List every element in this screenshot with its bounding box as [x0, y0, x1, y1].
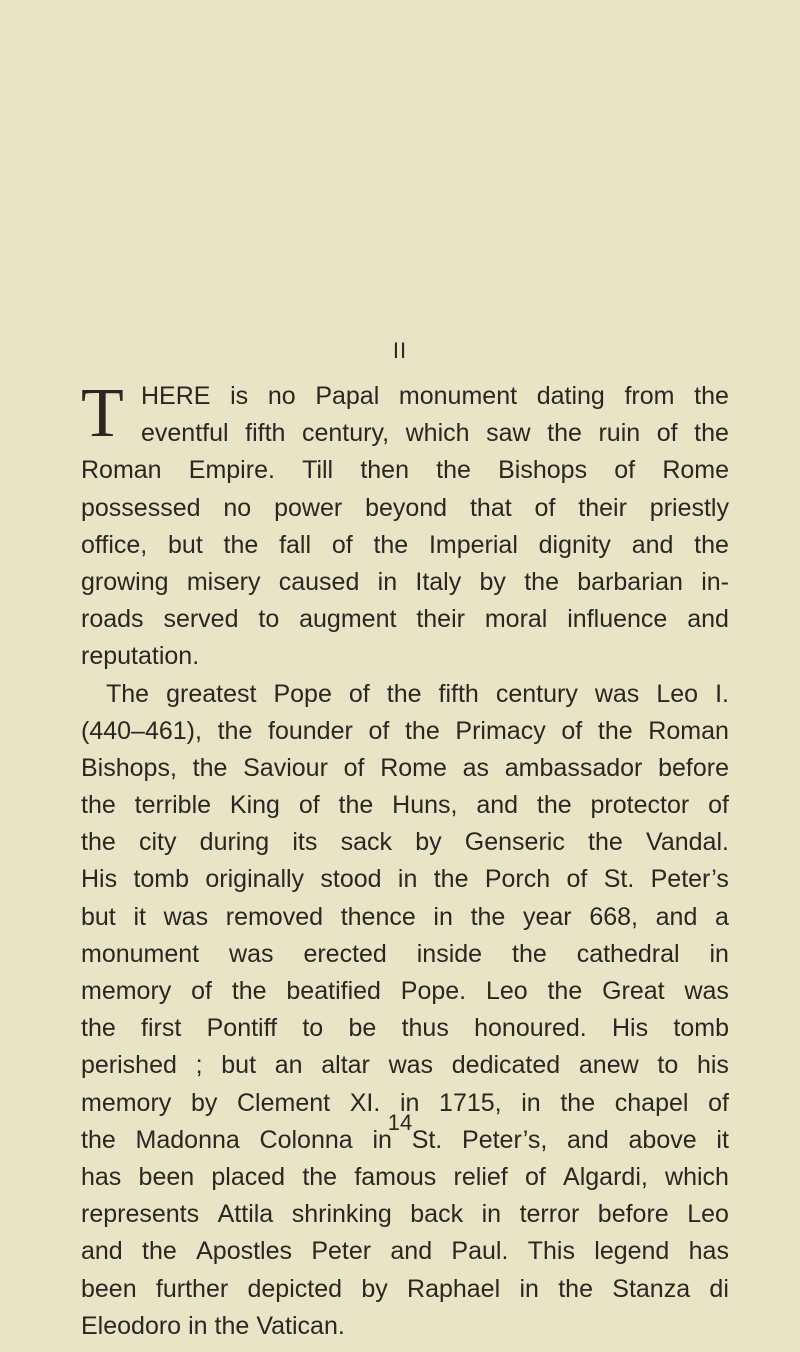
text-line	[81, 824, 729, 861]
word: 668,	[589, 902, 638, 931]
word: Pope.	[400, 977, 467, 1005]
word: Porch	[484, 865, 551, 894]
word: Genseric	[464, 828, 565, 857]
word: the	[597, 716, 633, 745]
word: by	[190, 1088, 218, 1117]
word: of	[534, 493, 556, 522]
word: reputation.	[81, 642, 200, 671]
word: to	[258, 605, 280, 634]
word: in	[433, 902, 453, 931]
word: but	[221, 1051, 257, 1080]
word: Attila	[217, 1200, 274, 1229]
word: and	[567, 1125, 609, 1154]
text-line	[81, 973, 729, 1010]
word: XI.	[349, 1088, 381, 1117]
word: century	[495, 679, 578, 708]
word: The	[106, 679, 150, 708]
word: beyond	[365, 493, 448, 522]
word: in	[521, 1088, 541, 1117]
word: the	[214, 1311, 250, 1340]
word: year	[523, 902, 572, 931]
text-line	[81, 1233, 729, 1270]
word: beatified	[286, 977, 381, 1005]
word: and	[476, 791, 519, 820]
word: Huns,	[392, 791, 458, 820]
word: which	[665, 1162, 729, 1191]
word: in	[519, 1274, 539, 1303]
word: their	[416, 605, 465, 634]
word: terrible	[134, 791, 212, 820]
word: before	[658, 753, 729, 782]
word: represents	[81, 1200, 200, 1229]
word: the	[217, 716, 253, 745]
drop-cap: T	[81, 375, 124, 452]
word: (440–461),	[81, 716, 202, 745]
word: fall	[279, 530, 312, 559]
word: the	[524, 567, 559, 596]
word: Eleodoro	[81, 1311, 182, 1340]
word: originally	[205, 865, 305, 894]
word: Leo	[656, 679, 699, 708]
word: Stanza	[612, 1274, 691, 1303]
word: Rome	[662, 456, 729, 485]
text-line	[81, 638, 729, 675]
word: century,	[301, 419, 390, 448]
word: which	[405, 419, 470, 448]
word: shrinking	[291, 1200, 392, 1229]
word: the	[694, 419, 729, 448]
word: sack	[340, 828, 392, 857]
word: erected	[303, 939, 387, 968]
word: was	[163, 902, 209, 931]
text-line	[81, 676, 729, 713]
word: terror	[519, 1200, 580, 1229]
word: no	[267, 382, 296, 410]
word: the	[142, 1237, 177, 1266]
page-number: 14	[387, 1110, 413, 1135]
text-line	[81, 490, 729, 527]
word: memory	[81, 1088, 172, 1117]
word: Madonna	[135, 1125, 240, 1154]
word: the	[231, 977, 267, 1005]
text-line	[81, 1271, 729, 1308]
word: power	[274, 493, 343, 522]
word: then	[360, 456, 409, 485]
word: of	[368, 716, 390, 745]
word: in	[399, 1088, 420, 1117]
word: ;	[195, 1051, 203, 1080]
word: the	[81, 791, 116, 820]
word: Peter’s	[650, 865, 729, 894]
word: and	[81, 1237, 123, 1266]
word: growing	[81, 567, 169, 596]
word: no	[223, 493, 252, 522]
text-line	[81, 1047, 729, 1084]
word: has	[81, 1162, 122, 1191]
word: Imperial	[428, 530, 518, 559]
word: of	[331, 530, 353, 559]
word: founder	[268, 716, 353, 745]
text-line	[81, 1159, 729, 1196]
word: the	[81, 1125, 116, 1154]
word: the	[404, 716, 440, 745]
word: office,	[81, 530, 148, 559]
word: influence	[567, 605, 668, 634]
word: before	[597, 1200, 669, 1229]
word: Primacy	[455, 716, 546, 745]
word: the	[470, 902, 506, 931]
word: Saviour	[243, 753, 328, 782]
word: and	[687, 605, 729, 634]
word: ruin	[598, 419, 641, 448]
text-line	[81, 564, 729, 601]
word: augment	[299, 605, 397, 634]
word: roads	[81, 605, 144, 634]
word: and	[631, 530, 674, 559]
word: Paul.	[451, 1237, 509, 1266]
word: but	[168, 530, 203, 559]
word: cathedral	[576, 939, 680, 968]
word: served	[163, 605, 239, 634]
word: by	[415, 828, 442, 857]
word: Peter	[311, 1237, 372, 1266]
word: further	[155, 1274, 229, 1303]
word: di	[709, 1274, 729, 1303]
word: in	[188, 1311, 208, 1340]
word: the	[588, 828, 623, 857]
word: in	[377, 567, 398, 596]
word: in	[481, 1200, 502, 1229]
word: This	[527, 1237, 575, 1266]
word: of	[708, 1088, 729, 1117]
word: misery	[186, 567, 261, 596]
word: first	[141, 1014, 182, 1043]
text-line-2	[81, 415, 729, 452]
word: Bishops	[498, 456, 588, 485]
word: of	[524, 1162, 546, 1191]
word: and	[655, 902, 698, 931]
word: monument	[81, 939, 200, 968]
word: caused	[278, 567, 360, 596]
word: fifth	[245, 419, 286, 448]
word: Apostles	[196, 1237, 292, 1266]
word: in	[372, 1125, 392, 1154]
word: Leo	[687, 1200, 729, 1229]
text-line	[81, 1196, 729, 1233]
word: was	[684, 977, 729, 1005]
word: St.	[603, 865, 635, 894]
word: fifth	[438, 679, 479, 708]
word: it	[133, 902, 146, 931]
word: Vandal.	[646, 828, 729, 857]
word: the	[558, 1274, 593, 1303]
word: of	[566, 865, 588, 894]
text-line	[81, 750, 729, 787]
word: its	[292, 828, 318, 857]
word: monument	[398, 382, 518, 410]
word: thence	[340, 902, 416, 931]
word: the	[560, 1088, 596, 1117]
word: saw	[486, 419, 531, 448]
word: barbarian	[577, 567, 683, 596]
word: that	[469, 493, 512, 522]
word: removed	[225, 902, 324, 931]
word: the	[386, 679, 422, 708]
word: was	[594, 679, 640, 708]
word: Leo	[485, 977, 528, 1005]
word: St.	[411, 1125, 443, 1154]
word: in	[709, 939, 729, 968]
word: Roman	[648, 716, 729, 745]
word: the	[547, 977, 583, 1005]
word: thus	[401, 1014, 449, 1043]
word: dignity	[538, 530, 611, 559]
text-line	[81, 1308, 729, 1345]
word: been	[81, 1274, 137, 1303]
word: by	[361, 1274, 388, 1303]
text-line	[81, 1010, 729, 1047]
word: their	[578, 493, 627, 522]
word: dating	[536, 382, 605, 410]
word: be	[348, 1014, 377, 1043]
word: the	[223, 530, 259, 559]
word: of	[708, 791, 729, 820]
word: his	[696, 1051, 729, 1080]
word: famous	[354, 1162, 437, 1191]
word: it	[716, 1125, 729, 1154]
word: was	[388, 1051, 434, 1080]
word: honoured.	[474, 1014, 587, 1043]
word: Till	[302, 456, 334, 485]
word: of	[656, 419, 678, 448]
word: Bishops,	[81, 753, 177, 782]
text-line	[81, 936, 729, 973]
word: has	[688, 1237, 729, 1266]
word: Pope	[273, 679, 332, 708]
word: priestly	[649, 493, 729, 522]
word: I.	[715, 679, 729, 708]
word: in-	[701, 567, 729, 596]
word: ambassador	[504, 753, 643, 782]
word: been	[138, 1162, 195, 1191]
word: dedicated	[451, 1051, 561, 1080]
word: tomb	[673, 1014, 729, 1043]
word: greatest	[166, 679, 257, 708]
word: Vatican.	[256, 1311, 345, 1340]
word: eventful	[141, 419, 229, 448]
word: altar	[321, 1051, 370, 1080]
word: the	[436, 456, 471, 485]
word: Great	[602, 977, 665, 1005]
text-line	[81, 713, 729, 750]
word: of	[614, 456, 636, 485]
word: Peter’s,	[462, 1125, 548, 1154]
word: the	[536, 791, 572, 820]
word: Roman	[81, 456, 162, 485]
word: Rome	[380, 753, 447, 782]
word: the	[192, 753, 228, 782]
word: of	[348, 679, 370, 708]
word: the	[512, 939, 547, 968]
text-line	[81, 787, 729, 824]
word: in	[397, 865, 418, 894]
word: city	[138, 828, 177, 857]
word: but	[81, 902, 116, 931]
word: the	[338, 791, 374, 820]
word: is	[230, 382, 249, 410]
word: stood	[320, 865, 382, 894]
body-text	[81, 375, 729, 1345]
word: Italy	[415, 567, 462, 596]
word: a	[715, 902, 729, 931]
word: Pontiff	[206, 1014, 278, 1043]
text-line	[81, 861, 729, 898]
word: inside	[416, 939, 483, 968]
word: depicted	[247, 1274, 343, 1303]
word: the	[302, 1162, 338, 1191]
word: the	[694, 382, 729, 410]
word: Clement	[236, 1088, 331, 1117]
word: perished	[81, 1051, 177, 1080]
word: legend	[594, 1237, 670, 1266]
word: the	[547, 419, 582, 448]
word: Papal	[315, 382, 380, 410]
word: Colonna	[259, 1125, 353, 1154]
word: Empire.	[188, 456, 275, 485]
word: tomb	[133, 865, 190, 894]
word: chapel	[614, 1088, 689, 1117]
word: during	[199, 828, 270, 857]
word: the	[694, 530, 729, 559]
text-line	[81, 452, 729, 489]
word: to	[657, 1051, 679, 1080]
word: an	[274, 1051, 303, 1080]
text-line	[81, 899, 729, 936]
text-line	[81, 527, 729, 564]
text-line	[81, 601, 729, 638]
word: placed	[211, 1162, 286, 1191]
word: anew	[578, 1051, 639, 1080]
chapter-number: II	[392, 338, 408, 363]
word: the	[81, 828, 116, 857]
word: back	[410, 1200, 464, 1229]
word: the	[433, 865, 469, 894]
word: as	[462, 753, 490, 782]
word: Algardi,	[563, 1162, 648, 1191]
word: possessed	[81, 493, 201, 522]
word: memory	[81, 977, 172, 1005]
word: the	[81, 1014, 116, 1043]
word: and	[390, 1237, 433, 1266]
word: protector	[590, 791, 690, 820]
word: was	[229, 939, 274, 968]
word: moral	[484, 605, 548, 634]
word: to	[302, 1014, 324, 1043]
word: above	[628, 1125, 697, 1154]
word: by	[479, 567, 506, 596]
word: of	[343, 753, 365, 782]
word: from	[624, 382, 675, 410]
word: the	[373, 530, 409, 559]
word: of	[191, 977, 212, 1005]
word: King	[229, 791, 280, 820]
word: Raphael	[407, 1274, 501, 1303]
word: 1715,	[439, 1088, 502, 1117]
word: of	[298, 791, 320, 820]
word: His	[612, 1014, 649, 1043]
word: His	[81, 865, 118, 894]
word: of	[561, 716, 583, 745]
word: HERE	[141, 382, 211, 410]
word: relief	[453, 1162, 508, 1191]
